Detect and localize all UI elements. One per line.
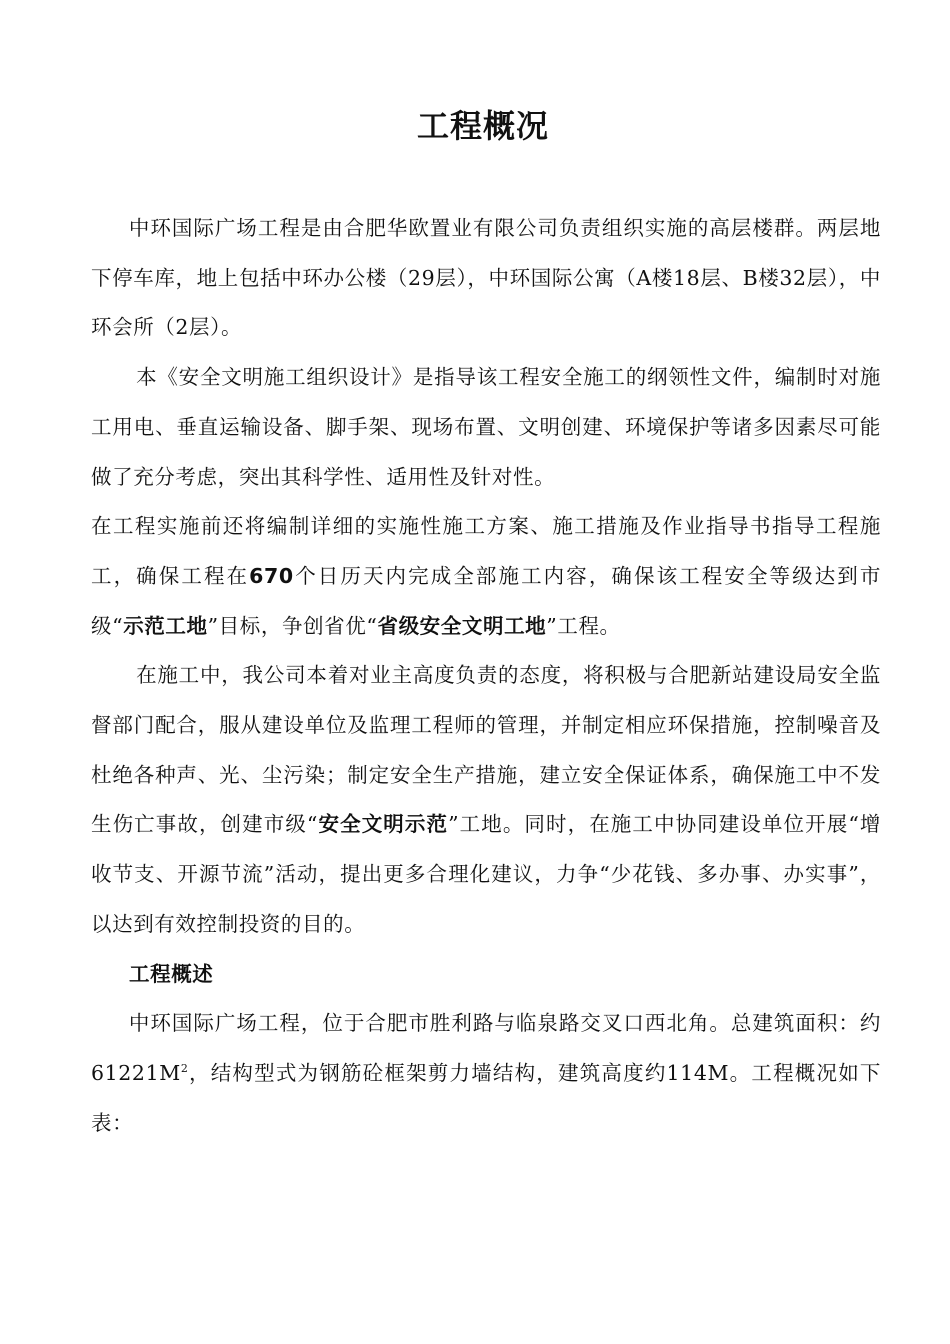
section-heading: 工程概述 [129,961,214,986]
paragraph-project-intro: 中环国际广场工程是由合肥华欧置业有限公司负责组织实施的高层楼群。两层地下停车库，地上包括中环办公楼（29层），中环国际公寓（A楼18层、B楼32层），中环会所（2层）。 [91,216,881,340]
paragraph-schedule-goals [91,502,881,651]
text-run: 在施工中，我公司本着对业主高度负责的态度，将积极与合肥新站建设局安全监督部门配合，服从建设单位及监理工程师的管理，并制定相应环保措施，控制噪音及杜绝各种声、光、尘污染；制定安全生产措施，建立安全保证体系，确保施工中不发生伤亡事故，创建市级“ [91,663,881,837]
page-title: 工程概况 [416,107,549,145]
text-run: 在工程实施前还将编制详细的实施性施工方案、施工措施及作业指导书指导工程施工，确保工程在 [91,514,881,588]
paragraph-safety-commitment [91,651,881,949]
text-run: ”工地。同时，在施工中协同建设单位开展“增收节支、开源节流”活动，提出更多合理化建议，力争“少花钱、多办事、办实事”，以达到有效控制投资的目的。 [91,812,881,936]
text-run: ，结构型式为钢筋砼框架剪力墙结构，建筑高度约114M。工程概况如下表： [91,1060,881,1135]
superscript-2: 2 [180,1062,189,1076]
text-run: ”工程。 [546,613,621,638]
goal-provincial-site: 省级安全文明工地 [377,613,547,638]
text-run: 中环国际广场工程，位于合肥市胜利路与临泉路交叉口西北角。总建筑面积：约61221M [91,1011,881,1085]
duration-days: 670 [249,563,294,588]
paragraph-project-overview [91,999,881,1148]
goal-city-demo-site: 示范工地 [123,613,208,638]
text-run: ”目标，争创省优“ [207,613,378,638]
document-body [91,204,881,1148]
goal-safety-demo: 安全文明示范 [318,812,449,837]
paragraph-design-purpose: 本《安全文明施工组织设计》是指导该工程安全施工的纲领性文件，编制时对施工用电、垂直运输设备、脚手架、现场布置、文明创建、环境保护等诸多因素尽可能做了充分考虑，突出其科学性、适用性及针对性。 [91,365,881,489]
text-run: 个日历天内完成全部施工内容，确保该工程安全等级达到市级“ [91,563,881,638]
